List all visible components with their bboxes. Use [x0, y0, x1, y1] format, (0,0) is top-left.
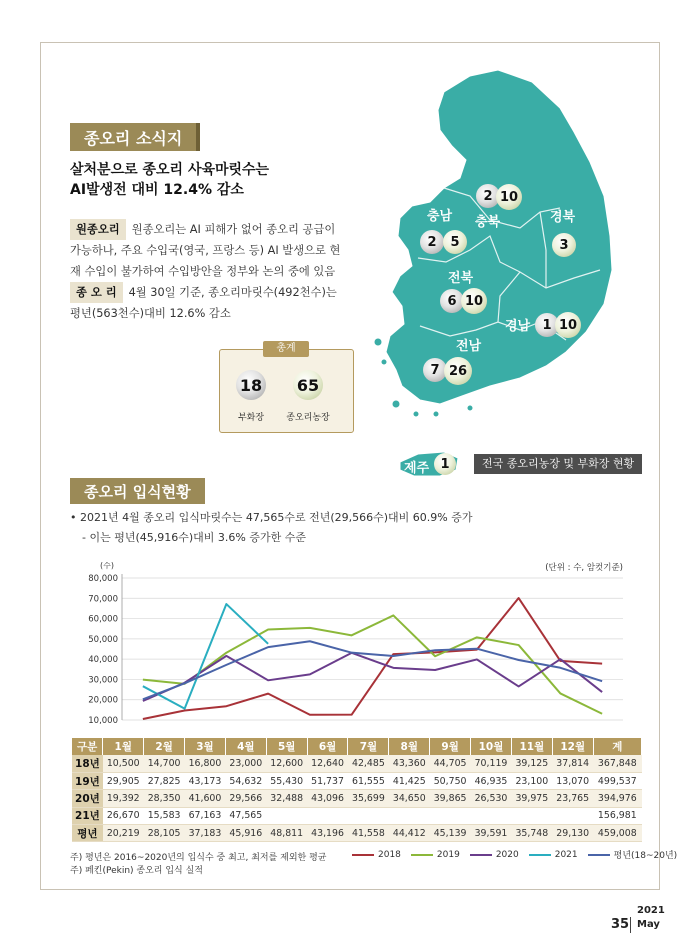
table-cell: 42,485	[348, 755, 389, 772]
section-title-newsletter: 종오리 소식지	[70, 123, 196, 151]
y-tick-label: 80,000	[88, 574, 118, 584]
note-average-definition: 주) 평년은 2016~2020년의 입식수 중 최고, 최저를 제외한 평균	[70, 853, 327, 863]
table-cell: 45,139	[430, 825, 471, 842]
table-cell: 41,425	[389, 772, 430, 789]
table-cell: 35,699	[348, 790, 389, 807]
table-cell: 39,865	[430, 790, 471, 807]
table-row-label: 평년	[72, 825, 103, 842]
table-cell: 28,105	[144, 825, 185, 842]
table-cell: 50,750	[430, 772, 471, 789]
hatchery-ball-gyeongnam: 1	[535, 313, 559, 337]
table-cell: 14,700	[144, 755, 185, 772]
legend-swatch	[470, 854, 492, 856]
table-cell: 20,219	[103, 825, 144, 842]
hatchery-ball-chungbuk: 2	[476, 184, 500, 208]
table-row	[72, 790, 642, 807]
table-cell	[389, 807, 430, 824]
legend-item	[529, 848, 578, 861]
label-parent-ducks: 종 오 리	[70, 282, 123, 303]
table-cell	[471, 807, 512, 824]
series-line-2020	[143, 653, 602, 701]
hatchery-ball-jeonnam: 7	[423, 358, 447, 382]
table-header-cell: 계	[593, 738, 641, 755]
table-header-cell: 8월	[389, 738, 430, 755]
table-cell: 26,530	[471, 790, 512, 807]
summary-title: 총계	[263, 341, 309, 357]
table-cell: 156,981	[593, 807, 641, 824]
region-label-chungbuk: 충북	[475, 215, 501, 230]
table-cell: 41,600	[185, 790, 226, 807]
farm-ball-jeju: 1	[434, 453, 456, 475]
table-cell: 15,583	[144, 807, 185, 824]
farm-ball-jeonnam: 26	[444, 357, 472, 385]
region-label-gyeongbuk: 경북	[550, 210, 576, 225]
table-cell: 29,905	[103, 772, 144, 789]
table-cell: 459,008	[593, 825, 641, 842]
table-cell: 46,935	[471, 772, 512, 789]
legend-swatch	[352, 854, 374, 856]
table-cell: 43,196	[307, 825, 348, 842]
table-cell: 39,975	[511, 790, 552, 807]
table-cell: 12,600	[266, 755, 307, 772]
table-cell: 394,976	[593, 790, 641, 807]
table-cell: 16,800	[185, 755, 226, 772]
legend-item	[352, 848, 401, 861]
table-cell: 35,748	[511, 825, 552, 842]
hatchery-ball-chungnam: 2	[420, 230, 444, 254]
table-cell: 54,632	[225, 772, 266, 789]
stocking-line-chart	[40, 562, 650, 738]
y-tick-label: 30,000	[88, 675, 118, 686]
bullet-vs-average: - 이는 평년(45,916수)대비 3.6% 증가한 수준	[82, 531, 306, 544]
table-row-label: 21년	[72, 807, 103, 824]
table-cell: 27,825	[144, 772, 185, 789]
summary-hatchery-ball: 18	[236, 370, 266, 400]
table-cell	[430, 807, 471, 824]
farm-ball-gyeongnam: 10	[555, 312, 581, 338]
y-unit-label: (수)	[100, 562, 114, 570]
legend-label: 2018	[378, 849, 401, 860]
table-row	[72, 825, 642, 842]
paragraph-parent-ducks: 종 오 리 4월 30일 기준, 종오리마릿수(492천수)는 평년(563천수)대비 12.6% 감소	[70, 282, 370, 324]
table-cell: 61,555	[348, 772, 389, 789]
y-tick-label: 40,000	[88, 655, 118, 666]
y-tick-label: 20,000	[88, 695, 118, 706]
table-cell: 29,130	[552, 825, 593, 842]
table-header-cell: 6월	[307, 738, 348, 755]
table-cell: 45,916	[225, 825, 266, 842]
chart-unit-note: (단위 : 수, 암컷기준)	[545, 563, 623, 573]
summary-farm-ball: 65	[293, 370, 323, 400]
table-cell: 34,650	[389, 790, 430, 807]
table-cell: 28,350	[144, 790, 185, 807]
table-cell	[307, 807, 348, 824]
table-cell: 51,737	[307, 772, 348, 789]
footer-year: 2021	[637, 905, 665, 916]
table-cell: 10,500	[103, 755, 144, 772]
table-header-cell: 2월	[144, 738, 185, 755]
farm-ball-chungnam: 5	[443, 230, 467, 254]
farm-ball-chungbuk: 10	[496, 184, 522, 210]
legend-label: 2020	[495, 849, 519, 860]
table-cell: 29,566	[225, 790, 266, 807]
legend-label: 평년(18~20년)	[613, 851, 678, 861]
table-row-label: 20년	[72, 790, 103, 807]
region-label-jeonnam: 전남	[456, 339, 482, 354]
table-cell: 39,591	[471, 825, 512, 842]
table-cell: 37,183	[185, 825, 226, 842]
chart-legend	[352, 848, 677, 861]
stocking-table	[72, 738, 642, 842]
table-cell: 43,173	[185, 772, 226, 789]
region-label-chungnam: 충남	[427, 209, 453, 224]
table-cell: 55,430	[266, 772, 307, 789]
footer-month: May	[637, 919, 660, 930]
table-cell: 48,811	[266, 825, 307, 842]
table-header-cell: 구분	[72, 738, 103, 755]
table-header-cell: 1월	[103, 738, 144, 755]
label-grandparent-ducks: 원종오리	[70, 219, 126, 240]
y-tick-label: 60,000	[88, 614, 118, 625]
table-cell: 367,848	[593, 755, 641, 772]
summary-hatchery-label: 부화장	[237, 413, 265, 423]
table-body	[72, 755, 642, 842]
headline: 살처분으로 종오리 사육마릿수는 AI발생전 대비 12.4% 감소	[70, 162, 270, 198]
section-title-stocking: 종오리 입식현황	[70, 478, 205, 504]
farm-ball-gyeongbuk: 3	[552, 233, 576, 257]
table-row	[72, 807, 642, 824]
table-row	[72, 755, 642, 772]
table-header-cell: 11월	[511, 738, 552, 755]
table-cell: 37,814	[552, 755, 593, 772]
bullet-stocking-increase: • 2021년 4월 종오리 입식마릿수는 47,565수로 전년(29,566수)대비 60.9% 증가	[70, 511, 473, 524]
region-label-jeonbuk: 전북	[448, 271, 474, 286]
legend-swatch	[588, 854, 610, 856]
map-legend: 전국 종오리농장 및 부화장 현황	[474, 454, 642, 474]
legend-item	[588, 848, 678, 861]
table-cell: 67,163	[185, 807, 226, 824]
page-number: 35	[611, 917, 630, 932]
table-cell: 43,360	[389, 755, 430, 772]
table-header-cell: 9월	[430, 738, 471, 755]
table-cell: 44,705	[430, 755, 471, 772]
farm-ball-jeonbuk: 10	[461, 288, 487, 314]
note-pekin: 주) 페킨(Pekin) 종오리 입식 실적	[70, 866, 203, 876]
table-cell: 26,670	[103, 807, 144, 824]
series-line-2018	[143, 598, 602, 719]
y-tick-label: 70,000	[88, 594, 118, 605]
table-cell: 19,392	[103, 790, 144, 807]
legend-swatch	[529, 854, 551, 856]
summary-farm-label: 종오리농장	[286, 413, 330, 423]
table-cell: 499,537	[593, 772, 641, 789]
table-cell	[348, 807, 389, 824]
table-cell: 43,096	[307, 790, 348, 807]
table-row	[72, 772, 642, 789]
table-header-row	[72, 738, 642, 755]
table-header-cell: 10월	[471, 738, 512, 755]
table-cell	[511, 807, 552, 824]
series-line-평년(18~20년)	[143, 641, 602, 699]
y-tick-label: 50,000	[88, 634, 118, 645]
region-label-jeju: 제주	[404, 461, 430, 476]
table-cell: 32,488	[266, 790, 307, 807]
table-header-cell: 3월	[185, 738, 226, 755]
region-label-gyeongnam: 경남	[505, 319, 531, 334]
hatchery-ball-jeonbuk: 6	[440, 289, 464, 313]
table-header-cell: 5월	[266, 738, 307, 755]
y-tick-label: 10,000	[88, 716, 118, 726]
table-cell: 12,640	[307, 755, 348, 772]
table-cell: 41,558	[348, 825, 389, 842]
table-row-label: 18년	[72, 755, 103, 772]
table-cell: 23,000	[225, 755, 266, 772]
table-header-cell: 12월	[552, 738, 593, 755]
legend-label: 2021	[554, 849, 578, 860]
legend-item	[411, 848, 460, 861]
table-header-cell: 7월	[348, 738, 389, 755]
legend-item	[470, 848, 519, 861]
paragraph-grandparent-ducks: 원종오리 원종오리는 AI 피해가 없어 종오리 공급이 가능하나, 주요 수입국(영국, 프랑스 등) AI 발생으로 현 재 수입이 불가하여 수입방안을 정부와 논의 중에 있음	[70, 219, 370, 282]
table-cell: 23,765	[552, 790, 593, 807]
legend-label: 2019	[436, 849, 460, 860]
table-cell: 23,100	[511, 772, 552, 789]
table-cell: 47,565	[225, 807, 266, 824]
table-cell	[266, 807, 307, 824]
table-cell	[552, 807, 593, 824]
table-row-label: 19년	[72, 772, 103, 789]
table-cell: 39,125	[511, 755, 552, 772]
legend-swatch	[411, 854, 433, 856]
footer-divider	[630, 917, 631, 933]
table-cell: 13,070	[552, 772, 593, 789]
table-header-cell: 4월	[225, 738, 266, 755]
table-cell: 70,119	[471, 755, 512, 772]
table-cell: 44,412	[389, 825, 430, 842]
